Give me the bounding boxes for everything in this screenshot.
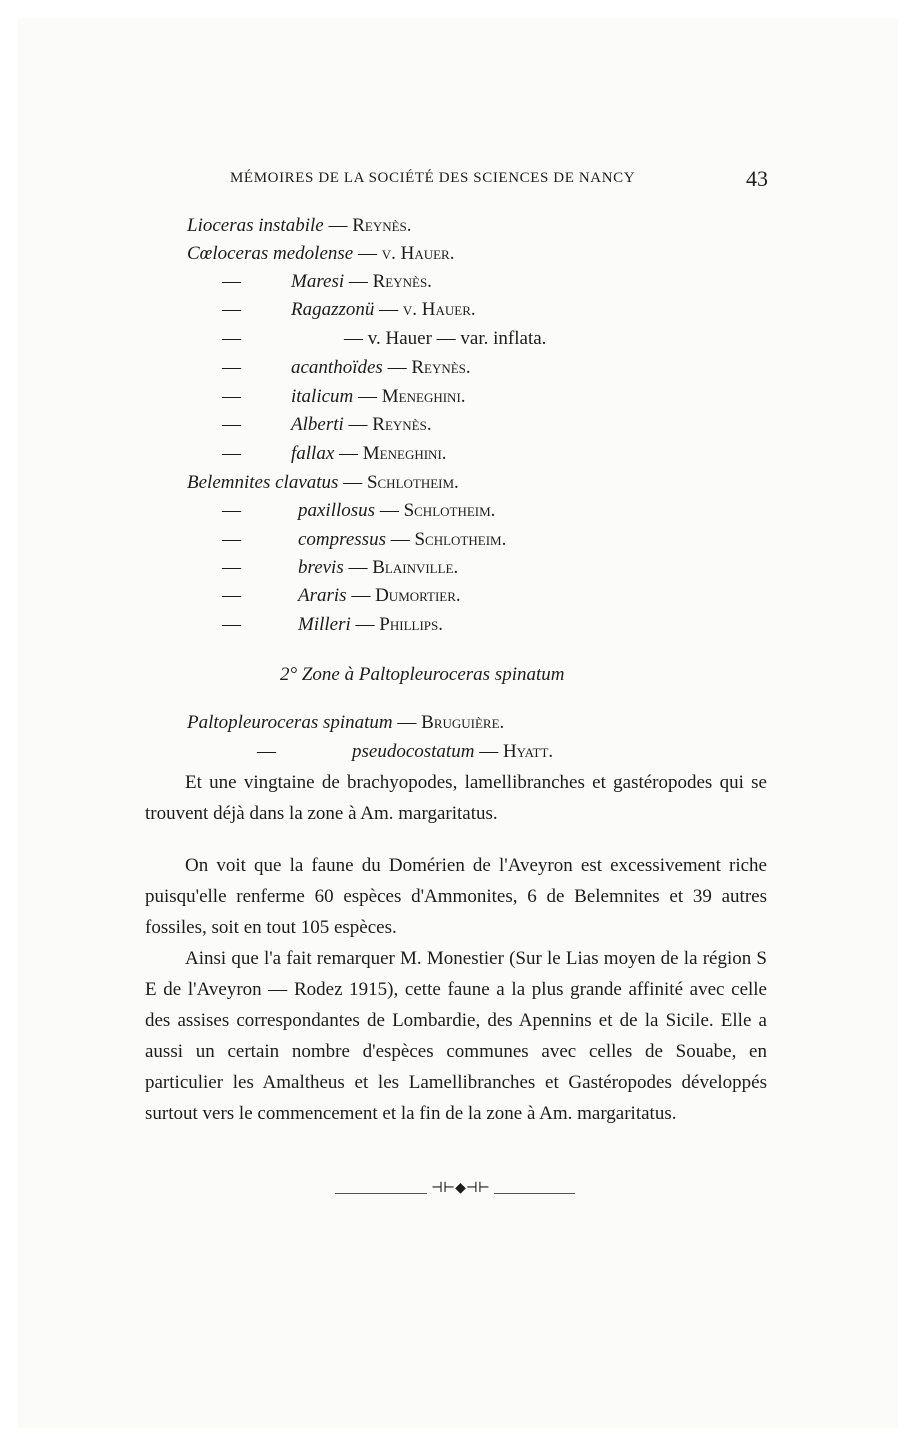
species-author: v. Hauer. (381, 243, 455, 264)
page-number: 43 (746, 166, 768, 191)
species-name: Maresi (291, 271, 345, 292)
species-name: Paltopleuroceras spinatum (187, 712, 393, 733)
ditto-dash: — (222, 614, 241, 635)
list-item: fallax — Meneghini. (291, 443, 447, 464)
body-paragraph-1 (145, 850, 767, 943)
ditto-dash: — (222, 585, 241, 606)
list-item: Milleri — Phillips. (298, 614, 443, 635)
species-author: Reynès. (352, 215, 412, 236)
species-name: acanthoïdes (291, 357, 383, 378)
species-author: v. Hauer. (402, 299, 476, 320)
paragraph-text: Et une vingtaine de brachyopodes, lamellibranches et gastéropodes qui se trouvent déjà dans la zone à Am. margaritatus. (145, 772, 767, 824)
list-item: Paltopleuroceras spinatum — Bruguière. (187, 712, 505, 733)
zone-heading: 2° Zone à Paltopleuroceras spinatum (280, 664, 565, 685)
species-author: Phillips. (379, 614, 443, 635)
list-item: brevis — Blainville. (298, 557, 459, 578)
list-item: Ragazzonü — v. Hauer. (291, 299, 476, 320)
species-author: Bruguière. (421, 712, 505, 733)
species-author: Meneghini. (362, 443, 447, 464)
ditto-dash: — (222, 414, 241, 435)
list-item: Lioceras instabile — Reynès. (187, 215, 412, 236)
species-name: Belemnites clavatus (187, 472, 339, 493)
species-name: Ragazzonü (291, 299, 375, 320)
ditto-dash: — (222, 271, 241, 292)
paragraph-text: Ainsi que l'a fait remarquer M. Monestier (Sur le Lias moyen de la région S E de l'Aveyron — Rodez 1915), cette faune a la plus grande affinité avec celle des assises correspondantes de Lombardie, des Apennins et de la Sicile. Elle a aussi un certain nombre d'espèces communes avec celles de Souabe, en particulier les Amaltheus et les Lamellibranches et Gastéropodes développés surtout vers le commencement et la fin de la zone à Am. margaritatus. (145, 948, 767, 1124)
species-author: Schlotheim. (414, 529, 507, 550)
intro-paragraph (145, 767, 767, 829)
list-item: Araris — Dumortier. (298, 585, 461, 606)
paragraph-text: On voit que la faune du Domérien de l'Aveyron est excessivement riche puisqu'elle renferme 60 espèces d'Ammonites, 6 de Belemnites et 39 autres fossiles, soit en tout 105 espèces. (145, 855, 767, 938)
running-header: MÉMOIRES DE LA SOCIÉTÉ DES SCIENCES DE NANCY (230, 170, 636, 186)
ditto-dash: — (222, 386, 241, 407)
list-item: Alberti — Reynès. (291, 414, 432, 435)
list-item: paxillosus — Schlotheim. (298, 500, 496, 521)
species-name: — (344, 328, 363, 349)
list-item: Maresi — Reynès. (291, 271, 432, 292)
ditto-dash: — (257, 741, 276, 762)
species-name: compressus (298, 529, 386, 550)
list-item: compressus — Schlotheim. (298, 529, 507, 550)
species-name: italicum (291, 386, 354, 407)
species-name: Cœloceras medolense (187, 243, 354, 264)
list-item: italicum — Meneghini. (291, 386, 466, 407)
list-item (344, 328, 546, 350)
ditto-dash: — (222, 357, 241, 378)
list-item: Cœloceras medolense — v. Hauer. (187, 243, 455, 264)
list-item: pseudocostatum — Hyatt. (352, 741, 554, 762)
species-author: v. Hauer — var. inflata. (367, 328, 547, 349)
ornament-icon: ⊣⊢◆⊣⊢ (427, 1180, 494, 1197)
species-author: Reynès. (411, 357, 471, 378)
ditto-dash: — (222, 328, 241, 349)
ditto-dash: — (222, 500, 241, 521)
ditto-dash: — (222, 529, 241, 550)
species-name: fallax (291, 443, 335, 464)
species-author: Reynès. (372, 414, 432, 435)
species-name: paxillosus (298, 500, 376, 521)
ditto-dash: — (222, 299, 241, 320)
species-name: pseudocostatum (352, 741, 475, 762)
ditto-dash: — (222, 557, 241, 578)
species-author: Meneghini. (381, 386, 466, 407)
species-author: Schlotheim. (403, 500, 496, 521)
species-author: Schlotheim. (366, 472, 459, 493)
species-name: Araris (298, 585, 347, 606)
species-name: Milleri (298, 614, 351, 635)
species-name: Alberti (291, 414, 344, 435)
species-name: Lioceras instabile (187, 215, 324, 236)
body-paragraph-2 (145, 943, 767, 1129)
ditto-dash: — (222, 443, 241, 464)
end-ornament (335, 1181, 575, 1198)
species-author: Hyatt. (502, 741, 554, 762)
species-author: Dumortier. (375, 585, 461, 606)
list-item: Belemnites clavatus — Schlotheim. (187, 472, 459, 493)
species-author: Reynès. (372, 271, 432, 292)
species-author: Blainville. (372, 557, 459, 578)
list-item: acanthoïdes — Reynès. (291, 357, 471, 378)
species-name: brevis (298, 557, 344, 578)
